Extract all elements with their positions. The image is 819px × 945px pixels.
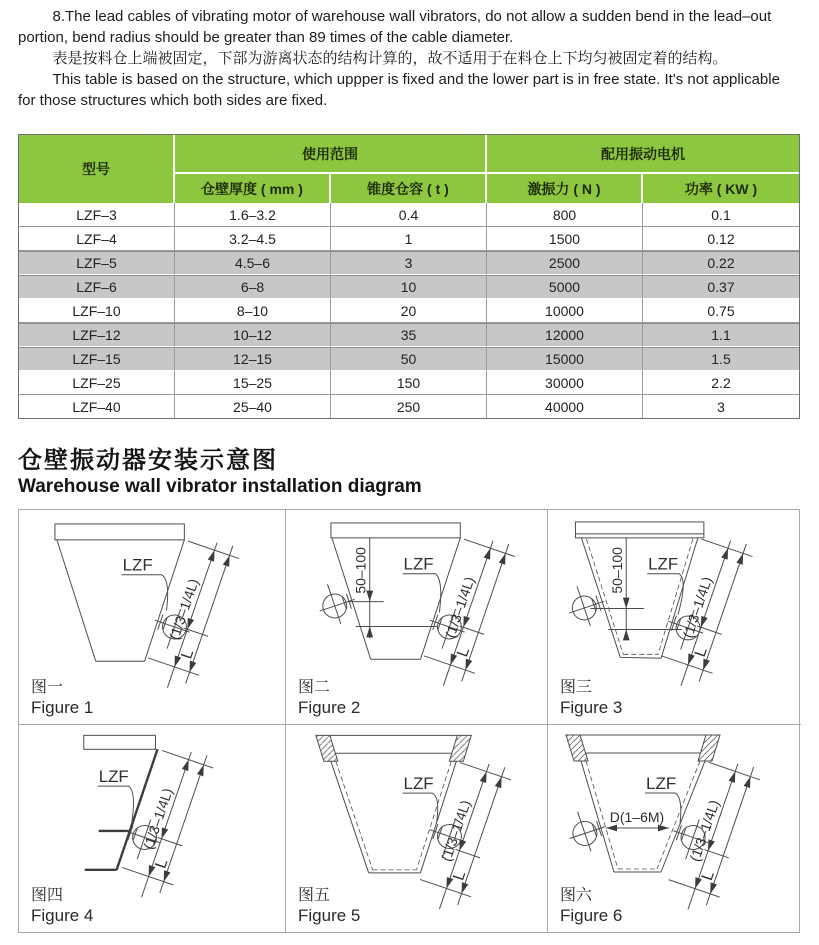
caption-en: Figure 2 (298, 698, 361, 717)
hopper-outline (581, 538, 697, 658)
cell-capacity: 20 (331, 299, 487, 323)
spec-table-wrapper (18, 134, 800, 419)
lzf-label: LZF (403, 774, 434, 794)
hopper-flange (55, 524, 184, 540)
top-opening-lines (580, 735, 706, 753)
cell-capacity: 10 (331, 275, 487, 299)
cell-capacity: 3 (331, 251, 487, 275)
col-group-motor: 配用振动电机 (487, 135, 799, 174)
cell-power: 3 (643, 395, 799, 418)
cell-force: 12000 (487, 323, 643, 347)
col-header-cone-capacity: 锥度仓容 ( t ) (331, 174, 487, 203)
col-header-power: 功率 ( KW ) (643, 174, 799, 203)
cell-power: 0.22 (643, 251, 799, 275)
lzf-label: LZF (648, 554, 679, 574)
caption-zh: 图二 (298, 679, 331, 696)
cell-thickness: 25–40 (175, 395, 331, 418)
catalog-page (18, 6, 800, 933)
section-title-chinese: 仓壁振动器安装示意图 (18, 447, 278, 474)
intro-paragraph-chinese: 表是按料仓上端被固定，下部为游离状态的结构计算的，故不适用于在料仓上下均匀被固定着的结构。 (52, 50, 728, 67)
cell-thickness: 8–10 (175, 299, 331, 323)
cell-power: 0.1 (643, 203, 799, 227)
figure-5-caption (298, 886, 360, 926)
lzf-label: LZF (122, 555, 153, 575)
figure-5-cell (286, 725, 548, 932)
cell-model: LZF–40 (19, 395, 175, 418)
cell-thickness: 10–12 (175, 323, 331, 347)
fixed-support-hatch-right (698, 735, 720, 761)
figure-2-caption (298, 678, 360, 718)
table-row (19, 395, 799, 418)
wall-top-plate (84, 735, 156, 749)
col-header-model: 型号 (19, 135, 175, 203)
caption-zh: 图三 (560, 679, 593, 696)
table-row (19, 251, 799, 275)
table-row (19, 203, 799, 227)
cell-power: 1.5 (643, 347, 799, 371)
lzf-label: LZF (403, 554, 434, 574)
intro-paragraph-english-2: This table is based on the structure, which uppper is fixed and the lower part is in free state. It's not applicable for those structures which both sides are fixed. (18, 71, 780, 109)
lzf-label: LZF (98, 767, 129, 787)
col-header-exciting-force: 激振力 ( N ) (487, 174, 643, 203)
cell-thickness: 12–15 (175, 347, 331, 371)
cell-force: 800 (487, 203, 643, 227)
hopper-outline (57, 540, 184, 661)
figure-1-cell (19, 510, 286, 725)
lzf-label: LZF (646, 774, 677, 793)
top-opening-lines (330, 735, 458, 753)
lzf-leader-line (98, 786, 134, 824)
caption-en: Figure 6 (560, 906, 623, 925)
hopper-flange (331, 523, 460, 538)
lzf-leader-line (647, 574, 683, 615)
caption-en: Figure 1 (31, 698, 94, 717)
table-row (19, 371, 799, 395)
distance-dimension-label: D(1–6M) (609, 809, 665, 825)
cell-force: 1500 (487, 227, 643, 251)
figure-6-caption (560, 886, 622, 926)
cell-thickness: 3.2–4.5 (175, 227, 331, 251)
figure-3-caption (560, 678, 622, 718)
cell-thickness: 6–8 (175, 275, 331, 299)
figure-3-cell (548, 510, 801, 725)
cell-force: 30000 (487, 371, 643, 395)
hopper-top-band (575, 522, 703, 538)
table-row (19, 323, 799, 347)
lzf-leader-line (403, 793, 438, 823)
cell-thickness: 1.6–3.2 (175, 203, 331, 227)
figure-1-caption (31, 678, 93, 718)
cell-capacity: 35 (331, 323, 487, 347)
cell-power: 1.1 (643, 323, 799, 347)
cell-capacity: 50 (331, 347, 487, 371)
hopper-liner-dashed (336, 761, 452, 870)
cell-model: LZF–10 (19, 299, 175, 323)
table-row (19, 227, 799, 251)
caption-en: Figure 3 (560, 698, 623, 717)
offset-dimension-lines (590, 538, 682, 640)
fixed-support-hatch-right (449, 735, 471, 761)
col-header-wall-thickness: 仓壁厚度 ( mm ) (175, 174, 331, 203)
cell-force: 40000 (487, 395, 643, 418)
cell-force: 10000 (487, 299, 643, 323)
dimension-lines (115, 741, 216, 905)
cell-force: 5000 (487, 275, 643, 299)
dimension-lines (141, 532, 242, 696)
cell-model: LZF–3 (19, 203, 175, 227)
cell-force: 15000 (487, 347, 643, 371)
installation-diagram-grid (18, 509, 800, 933)
lzf-leader-line (122, 575, 168, 611)
cell-power: 0.12 (643, 227, 799, 251)
offset-dimension-label: 50–100 (352, 547, 369, 594)
cell-power: 2.2 (643, 371, 799, 395)
fixed-support-hatch-left (316, 735, 338, 761)
cell-model: LZF–5 (19, 251, 175, 275)
fixed-support-hatch-left (566, 735, 588, 761)
cell-model: LZF–25 (19, 371, 175, 395)
spec-table (19, 135, 799, 418)
caption-zh: 图四 (31, 887, 64, 904)
cell-capacity: 1 (331, 227, 487, 251)
cell-model: LZF–12 (19, 323, 175, 347)
table-row (19, 299, 799, 323)
section-title-english: Warehouse wall vibrator installation diagram (18, 476, 422, 497)
col-group-usage-range: 使用范围 (175, 135, 487, 174)
caption-zh: 图六 (560, 887, 593, 904)
figure-2-cell (286, 510, 548, 725)
cell-model: LZF–6 (19, 275, 175, 299)
caption-zh: 图一 (31, 679, 64, 696)
cell-power: 0.75 (643, 299, 799, 323)
caption-en: Figure 5 (298, 906, 361, 925)
intro-paragraph-english-1: 8.The lead cables of vibrating motor of warehouse wall vibrators, do not allow a sudden bend in the lead–out portion, bend radius should be greater than 89 times of the cable diameter. (18, 8, 772, 46)
cell-power: 0.37 (643, 275, 799, 299)
figure-4-cell (19, 725, 286, 932)
lzf-leader-line (403, 574, 441, 613)
caption-zh: 图五 (298, 887, 331, 904)
offset-dimension-label: 50–100 (609, 547, 626, 594)
cell-model: LZF–15 (19, 347, 175, 371)
intro-text (18, 6, 800, 111)
cell-thickness: 15–25 (175, 371, 331, 395)
table-row (19, 347, 799, 371)
figure-4-caption (31, 886, 93, 926)
cell-capacity: 250 (331, 395, 487, 418)
cell-force: 2500 (487, 251, 643, 275)
dimension-lines (661, 753, 763, 918)
vibrator-icon-left (562, 805, 610, 857)
cell-capacity: 0.4 (331, 203, 487, 227)
table-row (19, 275, 799, 299)
cell-capacity: 150 (331, 371, 487, 395)
cell-model: LZF–4 (19, 227, 175, 251)
cell-thickness: 4.5–6 (175, 251, 331, 275)
figure-6-cell (548, 725, 801, 932)
caption-en: Figure 4 (31, 906, 94, 925)
